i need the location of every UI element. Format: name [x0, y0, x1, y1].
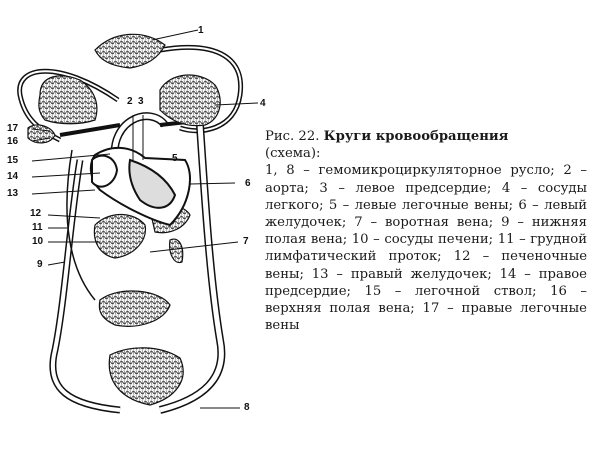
label-14: 14: [7, 171, 19, 182]
label-9: 9: [37, 259, 43, 270]
label-10: 10: [32, 236, 44, 247]
label-17: 17: [7, 123, 19, 134]
figure-number: Рис. 22.: [265, 129, 320, 144]
figure-subtitle: (схема):: [265, 146, 321, 162]
label-5: 5: [172, 153, 178, 164]
label-15: 15: [7, 155, 19, 166]
label-11: 11: [32, 222, 43, 233]
figure-title: Круги кровообращения: [323, 129, 509, 144]
label-7: 7: [243, 236, 249, 247]
label-6: 6: [245, 178, 251, 189]
caption-title-line: [265, 128, 587, 145]
label-4: 4: [260, 98, 266, 109]
label-12: 12: [30, 208, 42, 219]
label-2: 2: [127, 96, 133, 107]
circulation-diagram: [0, 0, 270, 450]
label-8: 8: [244, 402, 250, 413]
label-1: 1: [198, 25, 204, 36]
label-16: 16: [7, 136, 19, 147]
figure-legend-text: 1, 8 – гемомикроциркуляторное русло; 2 – аорта; 3 – левое предсердие; 4 – сосуды легкого; 5 – левые легочные вены; 6 – левый желудочек; 7 – воротная вена; 9 – нижняя полая вена; 10 – сосуды печени; 11 – грудной лимфатический проток; 12 – печеночные вены; 13 – правый желудочек; 14 – правое предсердие; 15 – легочной ствол; 16 – верхняя полая вена; 17 – правые легочные вены: [265, 163, 587, 334]
figure-caption: [265, 128, 587, 334]
label-3: 3: [138, 96, 144, 107]
label-13: 13: [7, 188, 19, 199]
